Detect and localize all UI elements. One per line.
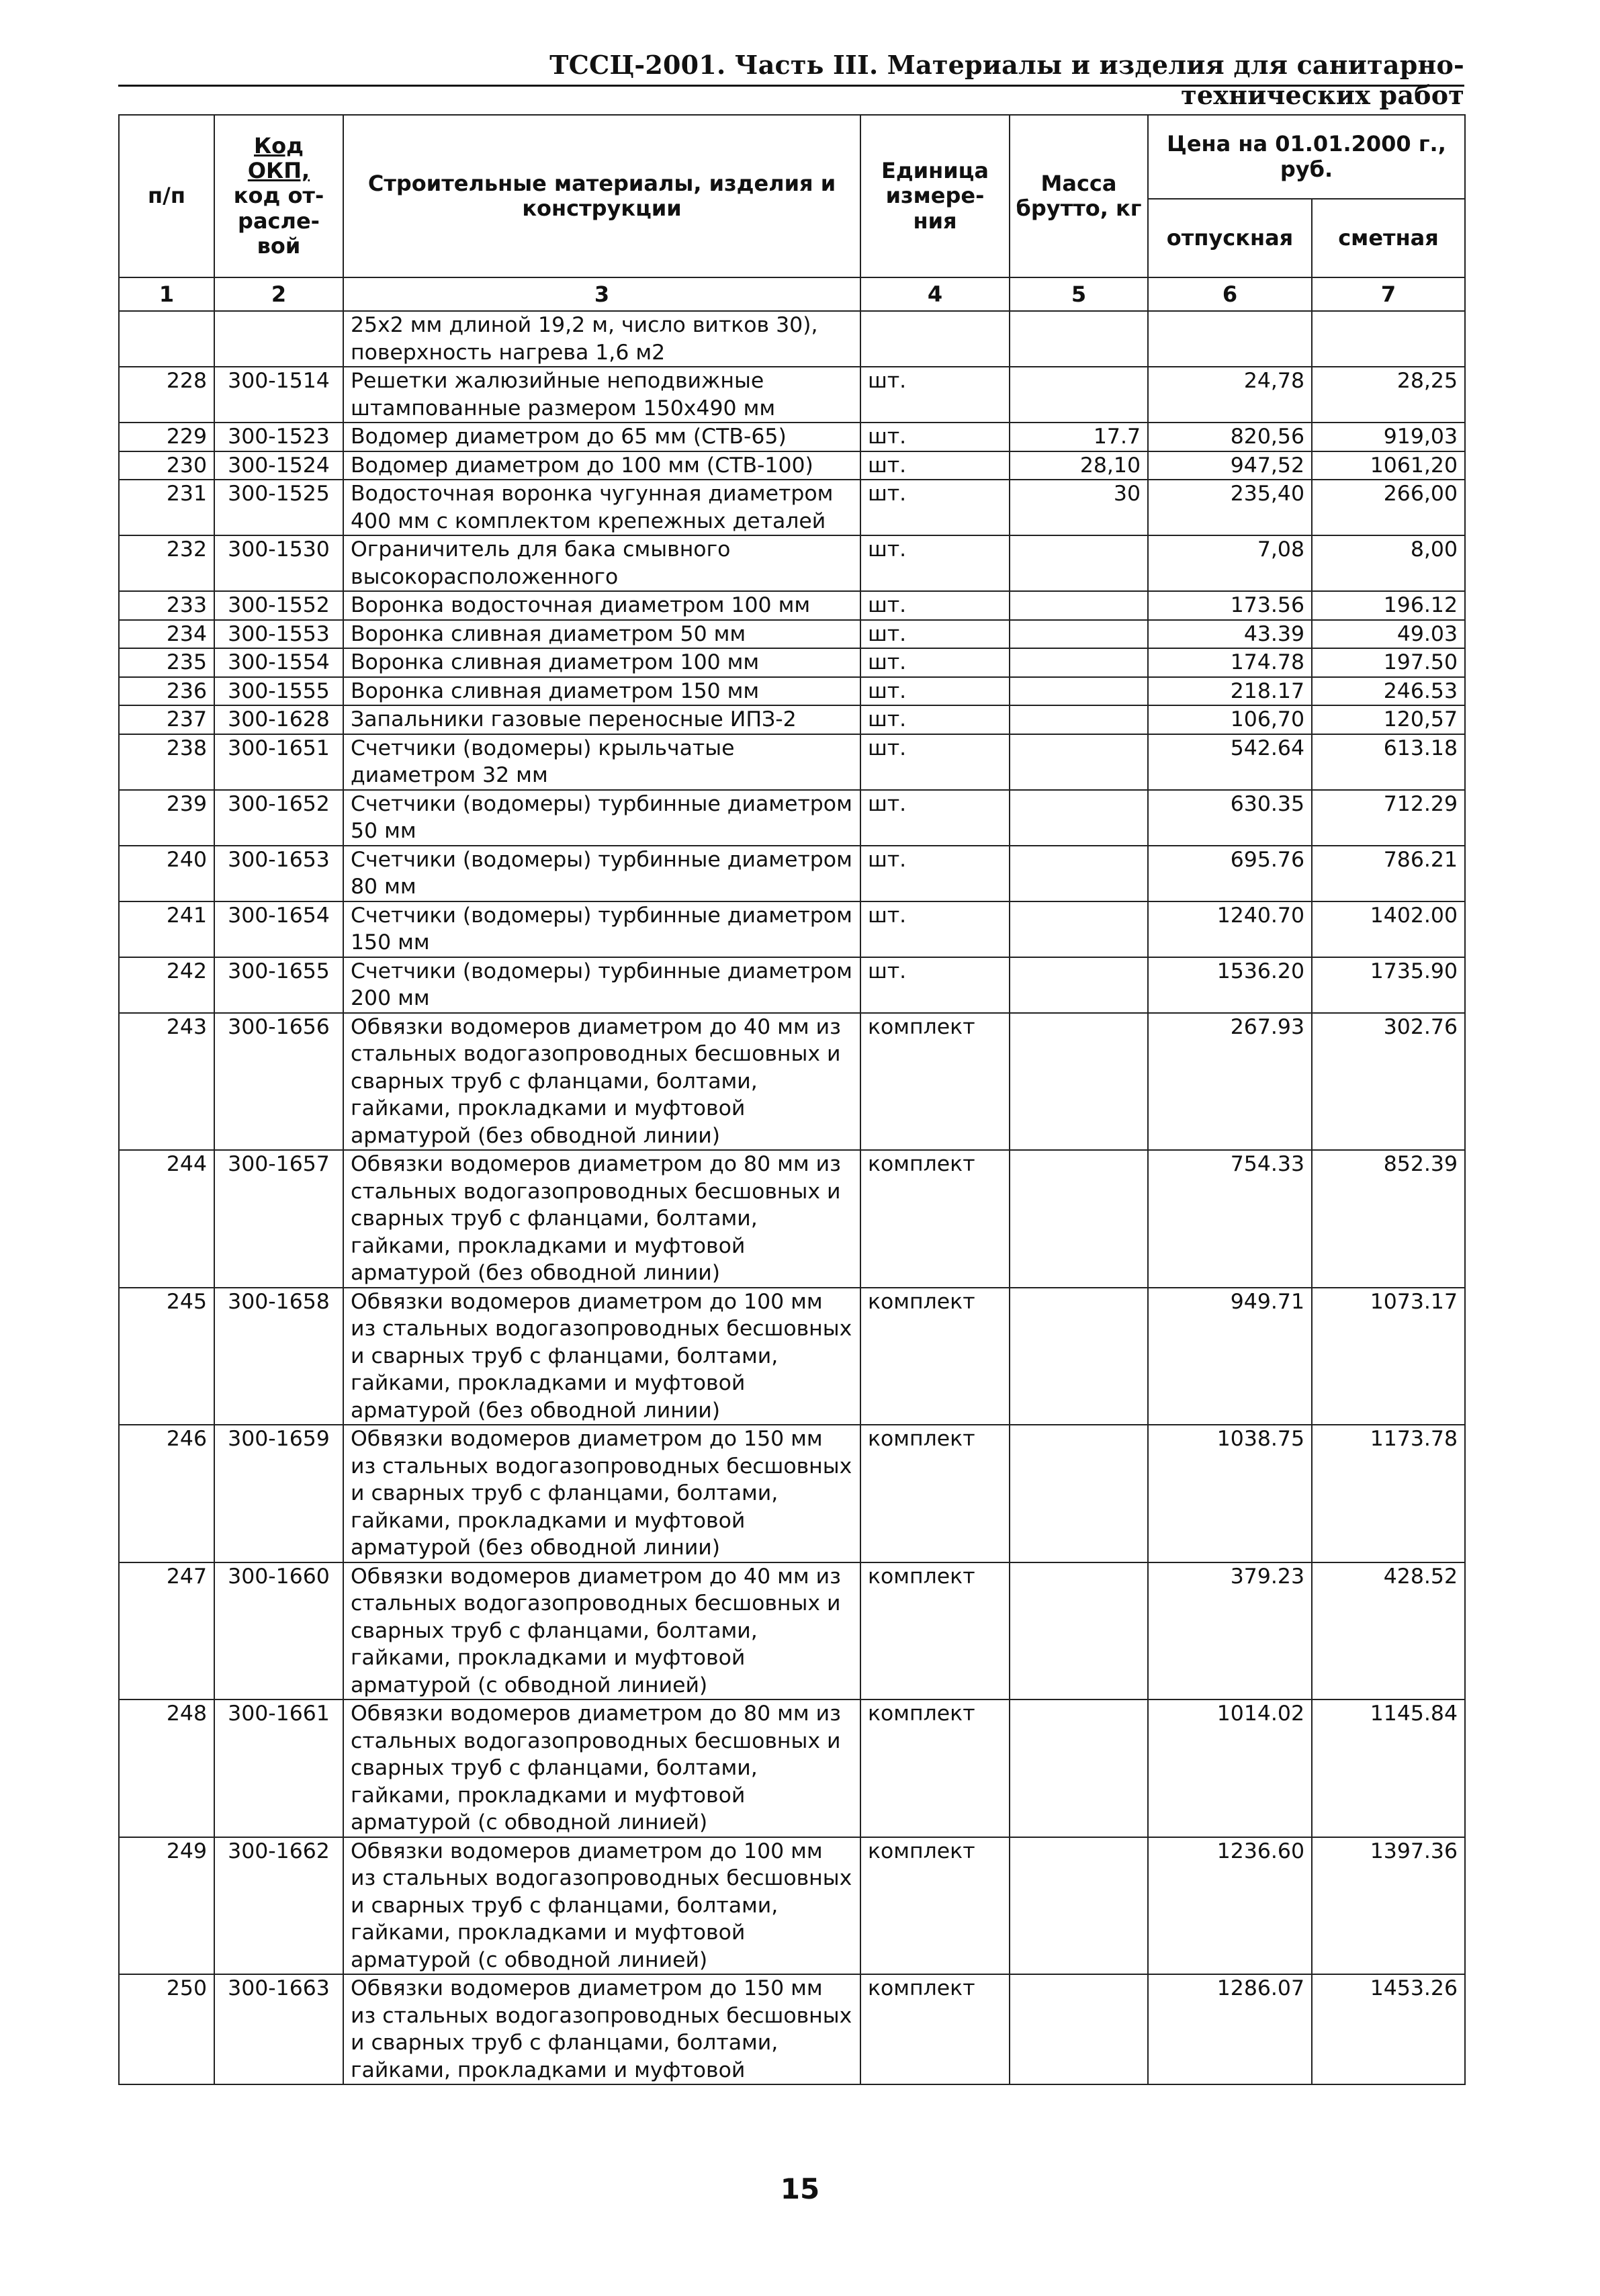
table-row — [119, 846, 1465, 901]
row-price-estimate: 246.53 — [1312, 677, 1465, 706]
table-row — [119, 705, 1465, 734]
row-price-estimate: 919,03 — [1312, 423, 1465, 451]
row-price-release: 630.35 — [1148, 790, 1312, 846]
row-price-estimate: 1453.26 — [1312, 1974, 1465, 2084]
row-code: 300-1524 — [214, 451, 343, 480]
row-unit: шт. — [860, 901, 1010, 957]
row-name: Воронка сливная диаметром 150 мм — [343, 677, 860, 706]
table-row — [119, 591, 1465, 620]
table-row — [119, 957, 1465, 1013]
row-name: Обвязки водомеров диаметром до 80 мм из стальных водогазопроводных бесшовных и сварных труб с фланцами, болтами, гайками, прокладками и муфтовой арматурой (с обводной линией) — [343, 1699, 860, 1837]
table-row — [119, 734, 1465, 790]
column-header-name: Строительные материалы, изделия и конструкции — [343, 115, 860, 277]
row-price-release: 1236.60 — [1148, 1837, 1312, 1975]
row-name: Обвязки водомеров диаметром до 100 мм из стальных водогазопроводных бесшовных и сварных труб с фланцами, болтами, гайками, прокладками и муфтовой арматурой (без обводной линии) — [343, 1288, 860, 1425]
row-unit: шт. — [860, 367, 1010, 423]
column-header-num: п/п — [119, 115, 214, 277]
column-index-cell: 1 — [119, 277, 214, 311]
row-mass — [1010, 1288, 1148, 1425]
column-index-cell: 7 — [1312, 277, 1465, 311]
row-name: Воронка водосточная диаметром 100 мм — [343, 591, 860, 620]
row-number: 247 — [119, 1562, 214, 1700]
row-unit: комплект — [860, 1288, 1010, 1425]
row-price-release: 542.64 — [1148, 734, 1312, 790]
table-row — [119, 535, 1465, 591]
row-price-estimate: 196.12 — [1312, 591, 1465, 620]
row-price-estimate: 8,00 — [1312, 535, 1465, 591]
row-number: 248 — [119, 1699, 214, 1837]
row-number — [119, 311, 214, 367]
row-mass — [1010, 1425, 1148, 1562]
column-index-cell: 3 — [343, 277, 860, 311]
row-name: Обвязки водомеров диаметром до 150 мм из стальных водогазопроводных бесшовных и сварных труб с фланцами, болтами, гайками, прокладками и муфтовой — [343, 1974, 860, 2084]
row-name: Счетчики (водомеры) турбинные диаметром 50 мм — [343, 790, 860, 846]
row-mass — [1010, 957, 1148, 1013]
row-code: 300-1655 — [214, 957, 343, 1013]
row-name: Запальники газовые переносные ИПЗ-2 — [343, 705, 860, 734]
row-code: 300-1553 — [214, 620, 343, 649]
column-index-cell: 4 — [860, 277, 1010, 311]
row-number: 240 — [119, 846, 214, 901]
column-index-cell: 2 — [214, 277, 343, 311]
row-code: 300-1663 — [214, 1974, 343, 2084]
row-name: Обвязки водомеров диаметром до 40 мм из стальных водогазопроводных бесшовных и сварных труб с фланцами, болтами, гайками, прокладками и муфтовой арматурой (без обводной линии) — [343, 1013, 860, 1151]
table-row — [119, 423, 1465, 451]
table-row — [119, 1013, 1465, 1151]
table-row — [119, 1974, 1465, 2084]
table-row — [119, 1288, 1465, 1425]
row-unit: комплект — [860, 1699, 1010, 1837]
row-code: 300-1651 — [214, 734, 343, 790]
column-header-code-line2: ОКП, — [247, 158, 310, 184]
table-row — [119, 1562, 1465, 1700]
row-price-release: 949.71 — [1148, 1288, 1312, 1425]
row-number: 238 — [119, 734, 214, 790]
table-body — [119, 277, 1465, 2084]
row-number: 230 — [119, 451, 214, 480]
row-price-release: 1240.70 — [1148, 901, 1312, 957]
row-unit: комплект — [860, 1837, 1010, 1975]
table-row — [119, 901, 1465, 957]
row-unit: шт. — [860, 846, 1010, 901]
column-header-price-estimate: сметная — [1312, 199, 1465, 277]
row-name: Решетки жалюзийные неподвижные штампованные размером 150х490 мм — [343, 367, 860, 423]
row-number: 250 — [119, 1974, 214, 2084]
row-price-release: 947,52 — [1148, 451, 1312, 480]
row-price-release: 379.23 — [1148, 1562, 1312, 1700]
row-mass: 28,10 — [1010, 451, 1148, 480]
row-price-estimate: 852.39 — [1312, 1150, 1465, 1288]
row-price-release: 218.17 — [1148, 677, 1312, 706]
row-number: 242 — [119, 957, 214, 1013]
row-number: 239 — [119, 790, 214, 846]
row-number: 237 — [119, 705, 214, 734]
row-mass — [1010, 790, 1148, 846]
row-number: 246 — [119, 1425, 214, 1562]
row-unit: комплект — [860, 1425, 1010, 1562]
row-unit: шт. — [860, 677, 1010, 706]
row-mass — [1010, 367, 1148, 423]
column-index-row — [119, 277, 1465, 311]
row-number: 231 — [119, 480, 214, 535]
row-code: 300-1554 — [214, 648, 343, 677]
page-number: 15 — [780, 2172, 820, 2205]
row-name: Водомер диаметром до 65 мм (СТВ-65) — [343, 423, 860, 451]
row-code: 300-1653 — [214, 846, 343, 901]
row-price-estimate: 1073.17 — [1312, 1288, 1465, 1425]
row-number: 232 — [119, 535, 214, 591]
table-row — [119, 620, 1465, 649]
row-mass — [1010, 901, 1148, 957]
row-code: 300-1530 — [214, 535, 343, 591]
row-unit: шт. — [860, 734, 1010, 790]
table-row — [119, 648, 1465, 677]
row-number: 241 — [119, 901, 214, 957]
row-price-estimate: 302.76 — [1312, 1013, 1465, 1151]
row-price-estimate: 1735.90 — [1312, 957, 1465, 1013]
row-code: 300-1657 — [214, 1150, 343, 1288]
row-code: 300-1523 — [214, 423, 343, 451]
row-number: 243 — [119, 1013, 214, 1151]
row-number: 235 — [119, 648, 214, 677]
row-price-estimate: 120,57 — [1312, 705, 1465, 734]
row-number: 234 — [119, 620, 214, 649]
row-unit: комплект — [860, 1562, 1010, 1700]
table-row — [119, 1699, 1465, 1837]
column-index-cell: 5 — [1010, 277, 1148, 311]
table-row — [119, 1425, 1465, 1562]
column-header-code — [214, 115, 343, 277]
row-price-release — [1148, 311, 1312, 367]
row-mass — [1010, 677, 1148, 706]
row-code: 300-1656 — [214, 1013, 343, 1151]
column-header-code-rest: код от-расле-вой — [233, 183, 324, 259]
row-name: Обвязки водомеров диаметром до 40 мм из стальных водогазопроводных бесшовных и сварных труб с фланцами, болтами, гайками, прокладками и муфтовой арматурой (с обводной линией) — [343, 1562, 860, 1700]
row-unit: шт. — [860, 535, 1010, 591]
row-mass — [1010, 648, 1148, 677]
row-name: Обвязки водомеров диаметром до 100 мм из стальных водогазопроводных бесшовных и сварных труб с фланцами, болтами, гайками, прокладками и муфтовой арматурой (с обводной линией) — [343, 1837, 860, 1975]
row-price-estimate: 1397.36 — [1312, 1837, 1465, 1975]
table-row — [119, 1150, 1465, 1288]
row-unit: шт. — [860, 705, 1010, 734]
row-price-estimate: 712.29 — [1312, 790, 1465, 846]
row-name: 25х2 мм длиной 19,2 м, число витков 30), поверхность нагрева 1,6 м2 — [343, 311, 860, 367]
row-code: 300-1652 — [214, 790, 343, 846]
row-mass — [1010, 1562, 1148, 1700]
row-code: 300-1662 — [214, 1837, 343, 1975]
row-mass — [1010, 1974, 1148, 2084]
row-price-release: 24,78 — [1148, 367, 1312, 423]
row-code: 300-1658 — [214, 1288, 343, 1425]
row-price-estimate: 1402.00 — [1312, 901, 1465, 957]
row-unit: комплект — [860, 1974, 1010, 2084]
row-code: 300-1660 — [214, 1562, 343, 1700]
row-price-release: 1536.20 — [1148, 957, 1312, 1013]
row-number: 244 — [119, 1150, 214, 1288]
table-row — [119, 451, 1465, 480]
row-name: Счетчики (водомеры) турбинные диаметром 200 мм — [343, 957, 860, 1013]
row-price-release: 695.76 — [1148, 846, 1312, 901]
table-row — [119, 790, 1465, 846]
row-mass: 17.7 — [1010, 423, 1148, 451]
table-row — [119, 311, 1465, 367]
row-number: 229 — [119, 423, 214, 451]
row-price-estimate: 1173.78 — [1312, 1425, 1465, 1562]
row-mass — [1010, 1150, 1148, 1288]
page-header-title: ТССЦ-2001. Часть III. Материалы и изделия для санитарно-технических работ — [549, 50, 1464, 110]
row-mass — [1010, 1699, 1148, 1837]
row-name: Водосточная воронка чугунная диаметром 400 мм с комплектом крепежных деталей — [343, 480, 860, 535]
row-price-release: 267.93 — [1148, 1013, 1312, 1151]
row-mass — [1010, 311, 1148, 367]
row-code: 300-1514 — [214, 367, 343, 423]
row-name: Счетчики (водомеры) турбинные диаметром 150 мм — [343, 901, 860, 957]
column-header-mass: Масса брутто, кг — [1010, 115, 1148, 277]
row-price-release: 1038.75 — [1148, 1425, 1312, 1562]
row-price-release: 1014.02 — [1148, 1699, 1312, 1837]
row-number: 236 — [119, 677, 214, 706]
row-mass — [1010, 1013, 1148, 1151]
row-price-release: 43.39 — [1148, 620, 1312, 649]
row-number: 249 — [119, 1837, 214, 1975]
row-number: 228 — [119, 367, 214, 423]
column-header-unit: Единица измере-ния — [860, 115, 1010, 277]
row-price-estimate: 197.50 — [1312, 648, 1465, 677]
row-price-estimate: 49.03 — [1312, 620, 1465, 649]
row-price-release: 820,56 — [1148, 423, 1312, 451]
header-rule — [118, 85, 1464, 87]
row-unit: комплект — [860, 1150, 1010, 1288]
row-price-estimate: 28,25 — [1312, 367, 1465, 423]
table-row — [119, 367, 1465, 423]
row-name: Воронка сливная диаметром 100 мм — [343, 648, 860, 677]
column-header-price-group: Цена на 01.01.2000 г., руб. — [1148, 115, 1465, 199]
row-mass — [1010, 1837, 1148, 1975]
row-code: 300-1555 — [214, 677, 343, 706]
row-unit: шт. — [860, 648, 1010, 677]
row-unit: шт. — [860, 790, 1010, 846]
row-price-release: 7,08 — [1148, 535, 1312, 591]
row-price-release: 106,70 — [1148, 705, 1312, 734]
row-price-release: 235,40 — [1148, 480, 1312, 535]
row-name: Обвязки водомеров диаметром до 150 мм из стальных водогазопроводных бесшовных и сварных труб с фланцами, болтами, гайками, прокладками и муфтовой арматурой (без обводной линии) — [343, 1425, 860, 1562]
row-unit: шт. — [860, 451, 1010, 480]
row-code: 300-1654 — [214, 901, 343, 957]
row-mass: 30 — [1010, 480, 1148, 535]
row-mass — [1010, 620, 1148, 649]
row-price-release: 173.56 — [1148, 591, 1312, 620]
row-code: 300-1661 — [214, 1699, 343, 1837]
row-unit — [860, 311, 1010, 367]
row-price-release: 1286.07 — [1148, 1974, 1312, 2084]
column-index-cell: 6 — [1148, 277, 1312, 311]
row-mass — [1010, 591, 1148, 620]
table-row — [119, 480, 1465, 535]
row-price-estimate — [1312, 311, 1465, 367]
price-table — [118, 114, 1466, 2085]
row-unit: шт. — [860, 591, 1010, 620]
row-price-estimate: 1145.84 — [1312, 1699, 1465, 1837]
row-mass — [1010, 734, 1148, 790]
row-price-estimate: 1061,20 — [1312, 451, 1465, 480]
row-price-estimate: 266,00 — [1312, 480, 1465, 535]
table-row — [119, 677, 1465, 706]
row-price-estimate: 613.18 — [1312, 734, 1465, 790]
row-code: 300-1525 — [214, 480, 343, 535]
row-mass — [1010, 535, 1148, 591]
row-code: 300-1659 — [214, 1425, 343, 1562]
row-unit: комплект — [860, 1013, 1010, 1151]
column-header-price-release: отпускная — [1148, 199, 1312, 277]
row-number: 233 — [119, 591, 214, 620]
row-unit: шт. — [860, 480, 1010, 535]
row-mass — [1010, 846, 1148, 901]
row-code: 300-1628 — [214, 705, 343, 734]
row-unit: шт. — [860, 957, 1010, 1013]
row-price-estimate: 786.21 — [1312, 846, 1465, 901]
row-mass — [1010, 705, 1148, 734]
row-price-release: 754.33 — [1148, 1150, 1312, 1288]
column-header-code-line1: Код — [254, 133, 304, 159]
row-name: Обвязки водомеров диаметром до 80 мм из стальных водогазопроводных бесшовных и сварных труб с фланцами, болтами, гайками, прокладками и муфтовой арматурой (без обводной линии) — [343, 1150, 860, 1288]
row-code — [214, 311, 343, 367]
row-unit: шт. — [860, 620, 1010, 649]
row-name: Ограничитель для бака смывного высокорасположенного — [343, 535, 860, 591]
row-name: Воронка сливная диаметром 50 мм — [343, 620, 860, 649]
row-price-estimate: 428.52 — [1312, 1562, 1465, 1700]
row-code: 300-1552 — [214, 591, 343, 620]
row-price-release: 174.78 — [1148, 648, 1312, 677]
row-unit: шт. — [860, 423, 1010, 451]
row-name: Счетчики (водомеры) крыльчатые диаметром 32 мм — [343, 734, 860, 790]
row-name: Счетчики (водомеры) турбинные диаметром 80 мм — [343, 846, 860, 901]
table-row — [119, 1837, 1465, 1975]
row-name: Водомер диаметром до 100 мм (СТВ-100) — [343, 451, 860, 480]
row-number: 245 — [119, 1288, 214, 1425]
